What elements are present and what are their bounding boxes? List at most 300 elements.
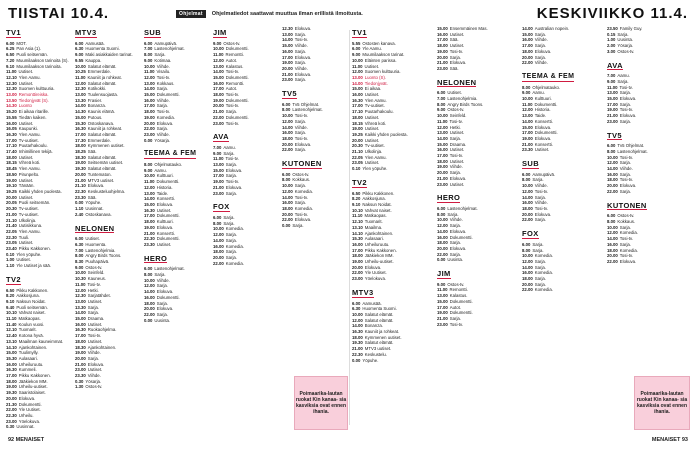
- program-time: 8.00: [607, 148, 616, 154]
- program-time: 18.30: [75, 154, 86, 160]
- program-title: Elokuva.: [449, 245, 467, 251]
- left-day-title: TIISTAI 10.4.: [8, 5, 110, 22]
- program-time: 22.00: [213, 260, 224, 266]
- program-title: Uutiset.: [364, 114, 380, 120]
- program-time: 19.00: [607, 107, 618, 113]
- channel-heading: MTV3: [352, 287, 374, 297]
- program-title: Urheilu.: [18, 413, 34, 418]
- program-time: 8.00: [522, 247, 531, 253]
- program-time: 18.15: [6, 160, 17, 166]
- program-time: 9.00: [144, 167, 153, 173]
- program-title: Yle Uutiset.: [18, 407, 41, 413]
- program-title: Uutiset.: [16, 257, 31, 263]
- program-time: 14.00: [144, 196, 155, 202]
- program-title: Yösarja.: [617, 43, 634, 49]
- page-footer: [0, 434, 696, 448]
- program-title: Sarja.: [294, 130, 306, 136]
- program-title: Kaupunki.: [18, 126, 38, 132]
- program-title: Sarja.: [223, 150, 235, 156]
- right-page-number: [652, 437, 688, 443]
- program-time: 18.00: [144, 219, 155, 225]
- program-title: Dokumentti.: [225, 46, 249, 52]
- program-listing: [213, 261, 279, 267]
- program-title: Tosi-tv.: [534, 188, 549, 194]
- program-title: Ajankohtainen.: [18, 344, 48, 350]
- channel-heading: FOX: [213, 202, 230, 212]
- program-time: 17.00: [75, 333, 86, 339]
- program-time: 20.00: [213, 103, 224, 109]
- program-title: Sarja.: [619, 241, 631, 247]
- program-time: 17.00: [6, 373, 17, 379]
- program-title: Sarja.: [617, 31, 629, 37]
- program-time: 11.00: [144, 69, 155, 75]
- program-title: Ostos-tv.: [617, 213, 635, 219]
- program-time: 10.00: [144, 63, 155, 69]
- program-time: 12.00: [213, 57, 224, 63]
- program-time: 22.00: [282, 147, 293, 153]
- program-title: Sarja.: [225, 232, 237, 238]
- program-title: Putous.: [87, 114, 103, 120]
- program-title: Tänään.: [18, 183, 35, 189]
- program-title: Kauniit ja rohkeat.: [87, 74, 122, 80]
- program-time: 6.30: [75, 46, 84, 52]
- program-title: Naksun Noidat.: [362, 201, 392, 207]
- program-time: 15.55: [6, 114, 17, 120]
- program-title: Elokuva.: [619, 183, 637, 189]
- program-time: 2.00: [607, 43, 616, 49]
- program-time: 22.30: [6, 234, 17, 240]
- program-time: 18.00: [522, 48, 533, 54]
- program-title: Viihde.: [156, 97, 170, 103]
- program-time: 22.30: [75, 188, 86, 194]
- program-time: 9.00: [522, 90, 531, 96]
- program-title: Tiedän kaiken.: [18, 114, 47, 120]
- channel-heading: TV5: [282, 89, 297, 99]
- program-time: 14.30: [75, 109, 86, 115]
- program-time: 12.30: [75, 293, 86, 299]
- program-title: Yöpuhe.: [362, 357, 379, 363]
- program-time: 20.00: [282, 211, 293, 217]
- program-title: Komedia.: [619, 247, 638, 253]
- program-time: 14.00: [522, 26, 533, 31]
- program-time: 16.00: [144, 294, 155, 300]
- program-time: 19.30: [75, 166, 86, 172]
- program-title: Kymmenen uutiset.: [364, 334, 402, 340]
- program-title: Ylen Aamu.: [18, 131, 41, 137]
- program-time: 15.00: [213, 74, 224, 80]
- program-title: Komedia.: [225, 243, 244, 249]
- program-time: 23.00: [6, 418, 17, 424]
- program-time: 17.00: [213, 86, 224, 92]
- program-time: 20.00: [282, 65, 293, 71]
- program-time: 19.00: [6, 384, 17, 390]
- program-time: 6.00: [6, 40, 15, 46]
- program-title: Emmerdale.: [87, 69, 111, 75]
- program-title: Draama.: [87, 316, 105, 322]
- program-time: 23.00: [144, 131, 155, 137]
- program-title: Muumilaakson tarinoita (S).: [16, 57, 69, 63]
- program-title: Viihde.: [534, 37, 548, 43]
- program-title: Seinfeld.: [449, 113, 467, 119]
- program-title: Sarja.: [534, 281, 546, 287]
- program-title: Lastenohjelmat.: [292, 107, 323, 113]
- program-time: 10.00: [522, 96, 533, 102]
- program-time: 18.00: [607, 247, 618, 253]
- program-title: Sarja.: [619, 171, 631, 177]
- program-time: 14.00: [282, 194, 293, 200]
- program-time: 7.20: [6, 57, 15, 63]
- program-time: 17.10: [6, 143, 17, 149]
- program-title: Tosi-tv.: [294, 113, 309, 119]
- program-time: 6.00: [144, 40, 153, 46]
- program-title: Uutiset.: [449, 130, 465, 136]
- program-time: 16.05: [6, 126, 17, 132]
- program-title: Ylen Aamu.: [364, 97, 387, 103]
- program-title: Sarja.: [156, 126, 168, 132]
- program-time: 19.00: [437, 48, 448, 54]
- program-time: 18.00: [213, 92, 224, 98]
- program-title: Sarja.: [87, 310, 99, 316]
- program-title: Taide.: [156, 190, 169, 196]
- program-time: 18.50: [6, 171, 17, 177]
- program-time: 8.00: [75, 253, 84, 259]
- program-time: 20.00: [352, 264, 363, 270]
- program-time: 6.30: [75, 241, 84, 247]
- program-time: 16.00: [6, 120, 17, 126]
- program-time: 8.00: [282, 107, 291, 113]
- program-title: Elokuva.: [294, 141, 312, 147]
- program-title: Tv-uutiset.: [18, 211, 39, 217]
- program-time: 15.00: [144, 201, 155, 207]
- channel-heading: TEEMA & FEM: [144, 147, 196, 159]
- program-title: Kulttuuri.: [156, 173, 174, 179]
- program-title: Uutiset.: [87, 298, 103, 304]
- program-title: Tv-uutiset.: [364, 103, 385, 109]
- left-column-1: [6, 26, 72, 430]
- program-title: Uutiset.: [534, 147, 550, 153]
- program-time: 16.30: [75, 327, 86, 333]
- program-listing: [282, 223, 348, 229]
- program-title: Lastenohjelmat.: [617, 148, 648, 154]
- program-title: Aamu.: [532, 90, 545, 96]
- program-time: 18.00: [522, 205, 533, 211]
- program-title: Ajankohtainen.: [87, 344, 117, 350]
- program-time: 18.45: [6, 166, 17, 172]
- program-time: 17.00: [144, 213, 155, 219]
- program-title: Ei aikaa ritarille.: [18, 109, 50, 115]
- program-time: 23.00: [282, 77, 293, 83]
- channel-heading: TV1: [6, 28, 21, 37]
- program-time: 16.00: [75, 321, 86, 327]
- program-time: 18.00: [352, 253, 363, 259]
- program-title: Tosi-tv.: [619, 84, 633, 90]
- program-time: 16.00: [6, 361, 17, 367]
- program-title: Sarja.: [532, 177, 544, 183]
- program-title: Kalastus.: [225, 63, 244, 69]
- program-time: 17.00: [282, 54, 293, 60]
- program-time: 6.50: [352, 190, 361, 196]
- program-title: Tosi-tv.: [449, 118, 463, 124]
- program-time: 13.10: [352, 224, 363, 230]
- program-title: Aakkosjuna.: [16, 293, 40, 299]
- program-title: Elokuva.: [156, 289, 174, 295]
- program-title: Puoli seitsemän.: [16, 52, 48, 58]
- program-time: 12.40: [6, 333, 17, 339]
- program-time: 18.00: [75, 338, 86, 344]
- channel-heading: JIM: [437, 269, 451, 279]
- program-title: Tosi-tv.: [294, 194, 309, 200]
- program-time: 20.00: [75, 355, 86, 361]
- program-time: 15.00: [144, 92, 155, 98]
- program-title: Ylen Aamu.: [18, 74, 41, 80]
- program-title: Uutiset.: [156, 241, 172, 247]
- program-time: 7.00: [213, 144, 222, 150]
- program-title: Ostos-tv.: [292, 171, 310, 177]
- program-time: 3.00: [607, 48, 616, 54]
- program-time: 13.00: [144, 190, 155, 196]
- program-time: 13.30: [75, 304, 86, 310]
- program-time: 21.30: [6, 401, 17, 407]
- program-title: Kauneus.: [87, 276, 106, 282]
- program-title: Sarja.: [449, 170, 461, 176]
- program-time: 8.00: [282, 177, 291, 183]
- program-title: Dokumentti.: [156, 236, 180, 242]
- program-title: Remonttireiska.: [18, 92, 49, 98]
- program-time: 6.00: [75, 236, 84, 242]
- program-time: 18.00: [144, 300, 155, 306]
- program-time: 12.00: [437, 223, 448, 229]
- program-title: Pikku Kakkonen.: [362, 190, 395, 196]
- right-column-3: [522, 26, 604, 430]
- program-title: Tosi-tv.: [225, 179, 240, 185]
- channel-heading: TV1: [352, 28, 367, 37]
- program-time: 10.00: [352, 57, 363, 63]
- program-title: Konsertti.: [156, 196, 175, 202]
- program-time: 12.00: [522, 107, 533, 113]
- program-title: Dokumentti.: [449, 234, 473, 240]
- program-title: Elokuva.: [294, 217, 312, 223]
- program-time: 22.05: [6, 228, 17, 234]
- program-title: Tv-uutiset.: [364, 143, 385, 149]
- program-time: 12.00: [522, 188, 533, 194]
- program-title: Sarja.: [447, 211, 459, 217]
- program-title: Sarja.: [449, 251, 461, 257]
- program-listing: [75, 384, 141, 390]
- program-time: 23.30: [75, 373, 86, 379]
- program-title: Puuhapäivä.: [85, 259, 110, 265]
- program-time: 13.00: [213, 63, 224, 69]
- program-title: Yöpuhe.: [85, 200, 102, 206]
- program-title: Tv5 Ohjelmat.: [617, 143, 645, 149]
- program-time: 20.00: [437, 170, 448, 176]
- program-title: Salatut elämät.: [87, 63, 117, 69]
- program-title: Viihde.: [156, 277, 170, 283]
- program-title: Elokuva.: [294, 71, 312, 77]
- program-title: Elokuva.: [225, 167, 243, 173]
- program-title: Uutiset.: [364, 160, 380, 166]
- program-title: Uutiset.: [449, 31, 465, 37]
- program-title: Tuulensuojasta.: [87, 92, 118, 98]
- program-time: 18.00: [144, 109, 155, 115]
- program-title: Sarja.: [225, 254, 237, 260]
- ad-box-left: [294, 376, 348, 430]
- program-time: 1.00: [6, 257, 15, 263]
- program-time: 18.00: [437, 158, 448, 164]
- program-title: Angry Birds Toons.: [447, 101, 484, 107]
- program-title: Elokuva.: [225, 184, 243, 190]
- program-title: Sarja.: [617, 78, 629, 84]
- program-time: 15.00: [437, 26, 448, 31]
- program-time: 19.25: [352, 131, 363, 137]
- program-time: 14.00: [522, 194, 533, 200]
- program-title: Huomenta Suomi.: [362, 306, 397, 312]
- page-divider: [349, 30, 350, 425]
- program-title: Sarja.: [156, 283, 168, 289]
- program-title: Tosi-tv.: [156, 74, 171, 80]
- program-time: 17.10: [352, 109, 363, 115]
- program-title: Remontti.: [449, 287, 468, 293]
- program-title: Salatut elämät.: [87, 154, 117, 160]
- program-title: Ostos-tv.: [85, 384, 103, 390]
- program-time: 10.00: [213, 226, 224, 232]
- program-title: Viihde.: [156, 63, 170, 69]
- program-time: 16.00: [437, 234, 448, 240]
- program-time: 15.00: [75, 114, 86, 120]
- program-title: Sarja.: [87, 304, 99, 310]
- program-time: 16.30: [6, 367, 17, 373]
- program-title: Sarja.: [532, 241, 544, 247]
- program-time: 6.00: [282, 171, 291, 177]
- program-time: 14.00: [144, 86, 155, 92]
- program-title: Sää.: [87, 149, 97, 155]
- program-time: 20.00: [282, 141, 293, 147]
- program-time: 8.30: [75, 259, 84, 265]
- program-time: 17.00: [352, 103, 363, 109]
- program-title: Matkaopas.: [18, 316, 41, 322]
- program-time: 15.00: [522, 31, 533, 37]
- program-title: Viihde.: [87, 350, 101, 356]
- program-title: Uusinta.: [154, 317, 171, 323]
- program-title: Tosi-tv.: [619, 236, 634, 242]
- program-title: Uutiset.: [364, 92, 380, 98]
- program-title: Koulun vuosi.: [18, 321, 45, 327]
- program-time: 18.00: [282, 205, 293, 211]
- program-title: Tosi-tv.: [449, 153, 464, 159]
- program-time: 16.30: [352, 329, 363, 335]
- program-title: Bonanza.: [87, 103, 106, 109]
- program-title: MOT.: [16, 40, 27, 46]
- program-time: 21.00: [437, 315, 448, 321]
- program-time: 9.00: [213, 40, 222, 46]
- program-time: 19.25: [6, 188, 17, 194]
- program-time: 16.30: [352, 97, 363, 103]
- program-title: Viihde.: [449, 164, 463, 170]
- program-title: Dokumentti.: [18, 401, 42, 407]
- program-time: 12.00: [144, 184, 155, 190]
- program-title: Keskusteluohjelma.: [87, 188, 126, 194]
- program-title: Maailma.: [364, 224, 383, 230]
- program-time: 12.30: [6, 86, 17, 92]
- program-time: 10.00: [282, 113, 293, 119]
- program-time: 19.00: [75, 160, 86, 166]
- program-time: 22.00: [522, 287, 533, 293]
- program-title: Uutiset.: [364, 126, 380, 132]
- program-time: 8.00: [213, 220, 222, 226]
- program-time: 23.30: [522, 147, 533, 153]
- program-time: 18.00: [437, 43, 448, 49]
- program-time: 0.00: [144, 137, 153, 143]
- program-time: 11.00: [437, 287, 448, 293]
- program-time: 10.00: [282, 183, 293, 189]
- program-time: 0.00: [144, 317, 153, 323]
- program-title: Uutiset.: [18, 154, 34, 160]
- program-time: 16.30: [144, 207, 155, 213]
- program-listing: [607, 259, 689, 265]
- program-title: Ostos-tv.: [85, 264, 103, 270]
- ad-text-left: Poimaarika-lautan ruokat Kin kanaa- sia kasviksia ovat ennen ihania.: [295, 390, 347, 416]
- program-title: Ostos-tv.: [447, 281, 465, 287]
- program-title: Ostos-tv.: [223, 40, 241, 46]
- program-time: 23.00: [352, 276, 363, 282]
- program-time: 11.00: [213, 52, 224, 58]
- program-time: 10.00: [522, 183, 533, 189]
- program-title: Viihde.: [534, 60, 548, 66]
- program-time: 10.00: [522, 253, 533, 259]
- program-time: 22.00: [607, 188, 618, 194]
- program-time: 19.30: [6, 390, 17, 396]
- program-time: 9.00: [75, 52, 84, 58]
- program-title: Sarja.: [294, 147, 306, 153]
- program-time: 16.00: [282, 130, 293, 136]
- program-title: Sarja.: [87, 355, 99, 361]
- program-time: 12.10: [6, 327, 17, 333]
- program-listing: [352, 358, 434, 364]
- program-time: 10.25: [75, 69, 86, 75]
- program-title: Kokkaus.: [617, 218, 636, 224]
- program-title: Sarja.: [154, 52, 166, 58]
- program-time: 23.30: [144, 241, 155, 247]
- program-time: 8.00: [522, 84, 531, 90]
- program-time: 22.00: [352, 270, 363, 276]
- program-time: 21.00: [437, 175, 448, 181]
- program-title: Aamusää.: [85, 40, 105, 46]
- program-time: 19.00: [144, 224, 155, 230]
- program-title: Matkaopas.: [364, 213, 387, 219]
- channel-heading: KUTONEN: [282, 159, 322, 169]
- program-title: Sarja.: [619, 90, 631, 96]
- program-title: Elokuva.: [156, 224, 174, 230]
- program-title: Elokuva.: [294, 26, 312, 31]
- program-title: Muumilaakson tarinat.: [362, 52, 405, 58]
- program-time: 8.00: [437, 211, 446, 217]
- program-time: 13.00: [437, 293, 448, 299]
- program-title: Kymmenen uutiset.: [87, 143, 125, 149]
- program-title: Elokuva.: [534, 135, 552, 141]
- program-title: Elokuva.: [534, 124, 552, 130]
- program-title: Komedia.: [534, 270, 553, 276]
- program-time: 6.00: [282, 101, 291, 107]
- program-time: 18.00: [75, 143, 86, 149]
- program-title: Puoli seitsemän.: [16, 304, 48, 310]
- program-title: Viihde.: [534, 183, 548, 189]
- program-time: 12.00: [437, 124, 448, 130]
- program-title: Seitsemän uutiset.: [87, 160, 124, 166]
- program-title: Komedia.: [294, 188, 313, 194]
- program-time: 6.00: [522, 171, 531, 177]
- program-title: Konsertti.: [534, 118, 553, 124]
- program-title: Vihreä koti.: [18, 160, 41, 166]
- program-time: 15.20: [6, 109, 17, 115]
